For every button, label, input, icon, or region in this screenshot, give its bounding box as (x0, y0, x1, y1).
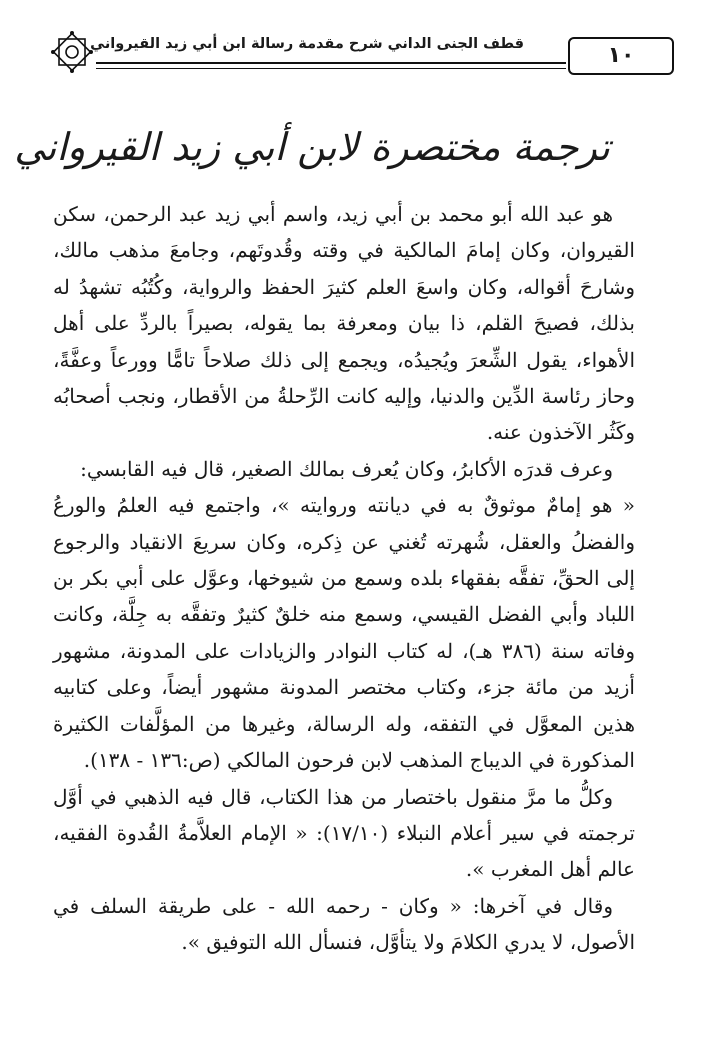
paragraph: وعرف قدرَه الأكابرُ، وكان يُعرف بمالك الصغير، قال فيه القابسي: (80, 456, 613, 481)
chapter-title: ترجمة مختصرة لابن أبي زيد القيرواني (14, 125, 610, 169)
page-header (50, 28, 674, 88)
page-number: ١٠ (568, 37, 674, 75)
header-rule (96, 62, 566, 64)
body-text (53, 196, 635, 961)
paragraph: وقال في آخرها: « وكان - رحمه الله - على طريقة السلف في الأصول، لا يدري الكلامَ ولا يتأوَّل، فنسأل الله التوفيق ». (53, 893, 635, 955)
paragraph: « هو إمامٌ موثوقٌ به في ديانته وروايته »، واجتمع فيه العلمُ والورعُ والفضلُ والعقل، شُهرته تُغني عن ذِكره، وكان سريعَ الانقياد والرجوع إلى الحقِّ، تفقَّه بفقهاء بلده وسمع من شيوخها، وعوَّل على أبي بكر بن اللباد وأبي الفضل القيسي، وسمع منه خلقٌ كثيرٌ وتفقَّه به جِلَّة، وكانت وفاته سنة (٣٨٦ هـ)، له كتاب النوادر والزيادات على المدونة، مشهور أزيد من مائة جزء، وكتاب مختصر المدونة مشهور أيضاً، وعلى كتابيه هذين المعوَّل في التفقه، وله الرسالة، وغيرها من المؤلَّفات الكثيرة المذكورة في الديباج المذهب لابن فرحون المالكي (ص:١٣٦ - ١٣٨). (53, 493, 636, 773)
book-title: قطف الجنى الداني شرح مقدمة رسالة ابن أبي زيد القيرواني (90, 36, 524, 52)
star-ornament-icon (50, 30, 94, 74)
paragraph: وكلُّ ما مرَّ منقول باختصار من هذا الكتاب، قال فيه الذهبي في أوَّل ترجمته في سير أعلام النبلاء (١٧/١٠): « الإمام العلاَّمةُ القُدوة الفقيه، عالم أهل المغرب ». (53, 784, 635, 882)
paragraph: هو عبد الله أبو محمد بن أبي زيد، واسم أبي زيد عبد الرحمن، سكن القيروان، وكان إمامَ المالكية في وقته وقُدوتَهم، وجامعَ مذهب مالك، وشارحَ أقواله، وكان واسعَ العلم كثيرَ الحفظ والرواية، وكُتُبُه تشهدُ له بذلك، فصيحَ القلم، ذا بيان ومعرفة بما يقوله، بصيراً بالردِّ على أهل الأهواء، يقول الشِّعرَ ويُجيدُه، ويجمع إلى ذلك صلاحاً تامًّا وورعاً وعفَّةً، وحاز رئاسة الدِّين والدنيا، وإليه كانت الرِّحلةُ من الأقطار، ونجب أصحابُه وكَثُر الآخذون عنه. (53, 202, 635, 445)
header-rule-thin (96, 68, 566, 69)
